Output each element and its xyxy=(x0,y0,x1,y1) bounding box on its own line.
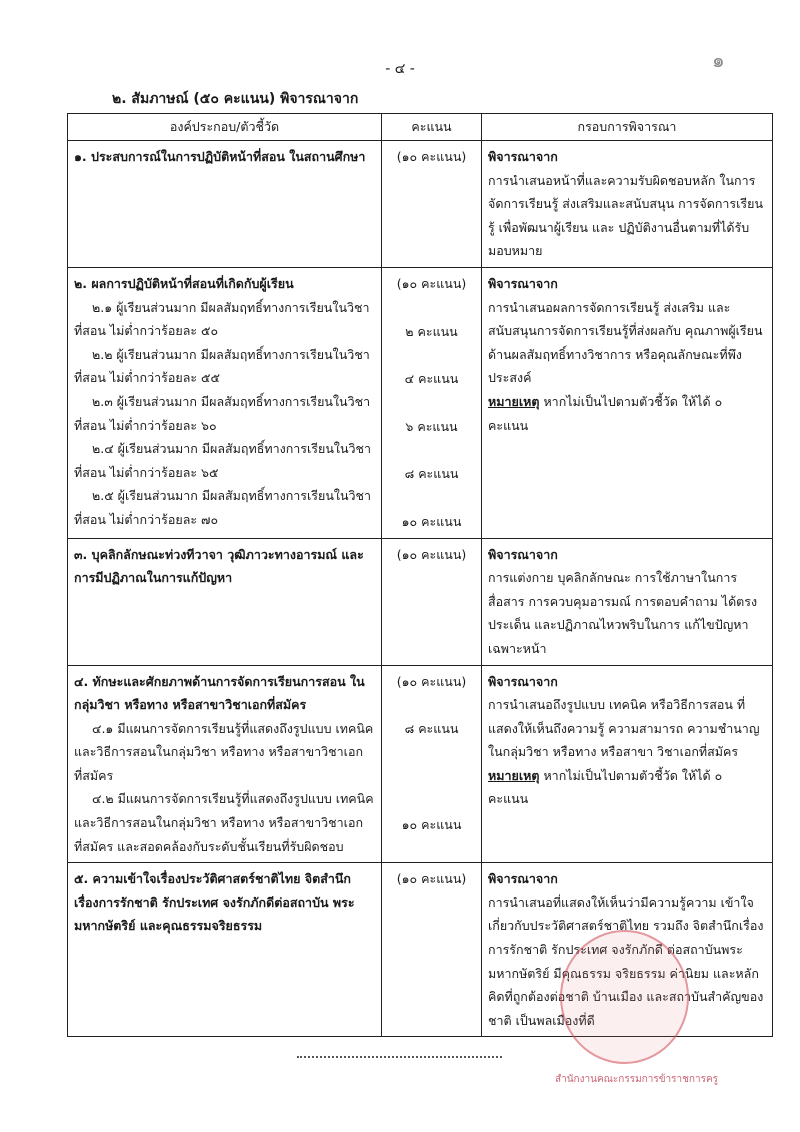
consider-body: การนำเสนอที่แสดงให้เห็นว่ามีความรู้ความ เข้าใจเกี่ยวกับประวัติศาสตร์ชาติไทย รวมถึง จิตสำนึกเรื่องการรักชาติ รักประเทศ จงรักภักดี ต่อสถาบันพระมหากษัตริย์ มีคุณธรรม จริยธรรม ค่านิยม และหลักคิดที่ถูกต้องต่อชาติ บ้านเมือง และสถาบันสำคัญของชาติ เป็นพลเมืองที่ดี xyxy=(488,894,764,1028)
criteria-cell xyxy=(68,538,382,665)
note-label: หมายเหตุ xyxy=(488,393,540,409)
score-value: ๔ คะแนน xyxy=(404,371,459,387)
table-row xyxy=(68,538,773,665)
signature-dotted-line xyxy=(297,1056,502,1058)
score-value: (๑๐ คะแนน) xyxy=(396,871,467,887)
header-score: คะแนน xyxy=(382,114,482,141)
score-value: (๑๐ คะแนน) xyxy=(396,275,467,291)
note-body: หากไม่เป็นไปตามตัวชี้วัด ให้ได้ ๐ คะแนน xyxy=(488,393,723,433)
header-criteria: องค์ประกอบ/ตัวชี้วัด xyxy=(68,114,382,141)
note-label: หมายเหตุ xyxy=(488,767,540,783)
criteria-title: ๔. ทักษะและศักยภาพด้านการจัดการเรียนการสอน ในกลุ่มวิชา หรือทาง หรือสาขาวิชาเอกที่สมัคร xyxy=(74,673,365,713)
score-value: ๒ คะแนน xyxy=(405,323,458,339)
criteria-title: ๕. ความเข้าใจเรื่องประวัติศาสตร์ชาติไทย จิตสำนึก เรื่องการรักชาติ รักประเทศ จงรักภักดีต่อสถาบัน พระมหากษัตริย์ และคุณธรรมจริยธรรม xyxy=(74,871,355,934)
consider-label: พิจารณาจาก xyxy=(488,149,558,164)
consider-cell xyxy=(482,141,773,268)
score-value: ๘ คะแนน xyxy=(404,721,459,737)
score-value: ๘ คะแนน xyxy=(404,466,459,482)
score-cell xyxy=(382,267,482,538)
consider-body: การนำเสนอหน้าที่และความรับผิดชอบหลัก ในการจัดการเรียนรู้ ส่งเสริมและสนับสนุน การจัดการเรียนรู้ เพื่อพัฒนาผู้เรียน และ ปฏิบัติงานอื่นตามที่ได้รับมอบหมาย xyxy=(488,172,764,259)
consider-label: พิจารณาจาก xyxy=(488,871,558,887)
criteria-sub-item: ๒.๒ ผู้เรียนส่วนมาก มีผลสัมฤทธิ์ทางการเรียนในวิชา ที่สอน ไม่ต่ำกว่าร้อยละ ๕๕ xyxy=(74,346,370,386)
score-cell xyxy=(382,863,482,1037)
score-cell xyxy=(382,665,482,863)
score-cell xyxy=(382,141,482,268)
criteria-sub-item: ๒.๓ ผู้เรียนส่วนมาก มีผลสัมฤทธิ์ทางการเรียนในวิชา ที่สอน ไม่ต่ำกว่าร้อยละ ๖๐ xyxy=(74,393,371,433)
table-header-row xyxy=(68,114,773,141)
criteria-cell xyxy=(68,267,382,538)
page-number: - ๔ - xyxy=(385,61,415,77)
stamp-caption: สำนักงานคณะกรรมการข้าราชการครู xyxy=(555,1074,719,1085)
consider-cell xyxy=(482,267,773,538)
criteria-cell xyxy=(68,141,382,268)
criteria-cell xyxy=(68,863,382,1037)
consider-body: การนำเสนอผลการจัดการเรียนรู้ ส่งเสริม และสนับสนุนการจัดการเรียนรู้ที่ส่งผลกับ คุณภาพผู้เรียน ด้านผลสัมฤทธิ์ทางวิชาการ หรือคุณลักษณะที่พึงประสงค์ xyxy=(488,299,763,386)
criteria-cell xyxy=(68,665,382,863)
criteria-sub-item: ๒.๔ ผู้เรียนส่วนมาก มีผลสัมฤทธิ์ทางการเรียนในวิชา ที่สอน ไม่ต่ำกว่าร้อยละ ๖๕ xyxy=(74,441,372,480)
consider-body: การแต่งกาย บุคลิกลักษณะ การใช้ภาษาในการ สื่อสาร การควบคุมอารมณ์ การตอบคำถาม ได้ตรงประเด็น และปฏิภาณไหวพริบในการ แก้ไขปัญหาเฉพาะหน้า xyxy=(488,570,758,656)
consider-label: พิจารณาจาก xyxy=(488,546,558,562)
consider-label: พิจารณาจาก xyxy=(488,275,558,291)
criteria-sub-item: ๔.๒ มีแผนการจัดการเรียนรู้ที่แสดงถึงรูปแบบ เทคนิค และวิธีการสอนในกลุ่มวิชา หรือทาง หรือสาขาวิชาเอก ที่สมัคร และสอดคล้องกับระดับชั้นเรียนที่รับผิดชอบ xyxy=(74,791,374,854)
criteria-sub-item: ๒.๑ ผู้เรียนส่วนมาก มีผลสัมฤทธิ์ทางการเรียนในวิชา ที่สอน ไม่ต่ำกว่าร้อยละ ๕๐ xyxy=(74,299,370,339)
note xyxy=(488,764,766,811)
section-heading: ๒. สัมภาษณ์ (๕๐ คะแนน) พิจารณาจาก xyxy=(112,91,359,107)
consider-body: การนำเสนอถึงรูปแบบ เทคนิค หรือวิธีการสอน ที่แสดงให้เห็นถึงความรู้ ความสามารถ ความชำนาญ ในกลุ่มวิชา หรือทาง หรือสาขา วิชาเอกที่สมัคร xyxy=(488,697,760,760)
score-cell xyxy=(382,538,482,665)
score-value: ๑๐ คะแนน xyxy=(401,816,462,832)
official-seal-stamp xyxy=(560,930,689,1064)
criteria-table xyxy=(67,113,773,1037)
header-consider: กรอบการพิจารณา xyxy=(482,114,773,141)
corner-page-mark: ๑ xyxy=(712,48,725,72)
note xyxy=(488,390,766,437)
criteria-title: ๑. ประสบการณ์ในการปฏิบัติหน้าที่สอน ในสถานศึกษา xyxy=(74,149,366,164)
score-value: (๑๐ คะแนน) xyxy=(396,546,467,562)
criteria-title: ๓. บุคลิกลักษณะท่วงทีวาจา วุฒิภาวะทางอารมณ์ และการมีปฏิภาณในการแก้ปัญหา xyxy=(74,546,364,586)
score-value: ๑๐ คะแนน xyxy=(401,513,462,529)
criteria-sub-item: ๔.๑ มีแผนการจัดการเรียนรู้ที่แสดงถึงรูปแบบ เทคนิค และวิธีการสอนในกลุ่มวิชา หรือทาง หรือสาขาวิชาเอก ที่สมัคร xyxy=(74,720,374,783)
consider-cell xyxy=(482,665,773,863)
table-row xyxy=(68,267,773,538)
consider-label: พิจารณาจาก xyxy=(488,673,558,689)
score-value: ๖ คะแนน xyxy=(405,418,458,434)
table-row xyxy=(68,141,773,268)
score-value: (๑๐ คะแนน) xyxy=(396,149,467,164)
criteria-title: ๒. ผลการปฏิบัติหน้าที่สอนที่เกิดกับผู้เรียน xyxy=(74,275,294,291)
consider-cell xyxy=(482,538,773,665)
score-value: (๑๐ คะแนน) xyxy=(396,673,467,689)
note-body: หากไม่เป็นไปตามตัวชี้วัด ให้ได้ ๐ คะแนน xyxy=(488,767,723,807)
criteria-sub-item: ๒.๕ ผู้เรียนส่วนมาก มีผลสัมฤทธิ์ทางการเรียนในวิชา ที่สอน ไม่ต่ำกว่าร้อยละ ๗๐ xyxy=(74,488,372,527)
table-row xyxy=(68,665,773,863)
